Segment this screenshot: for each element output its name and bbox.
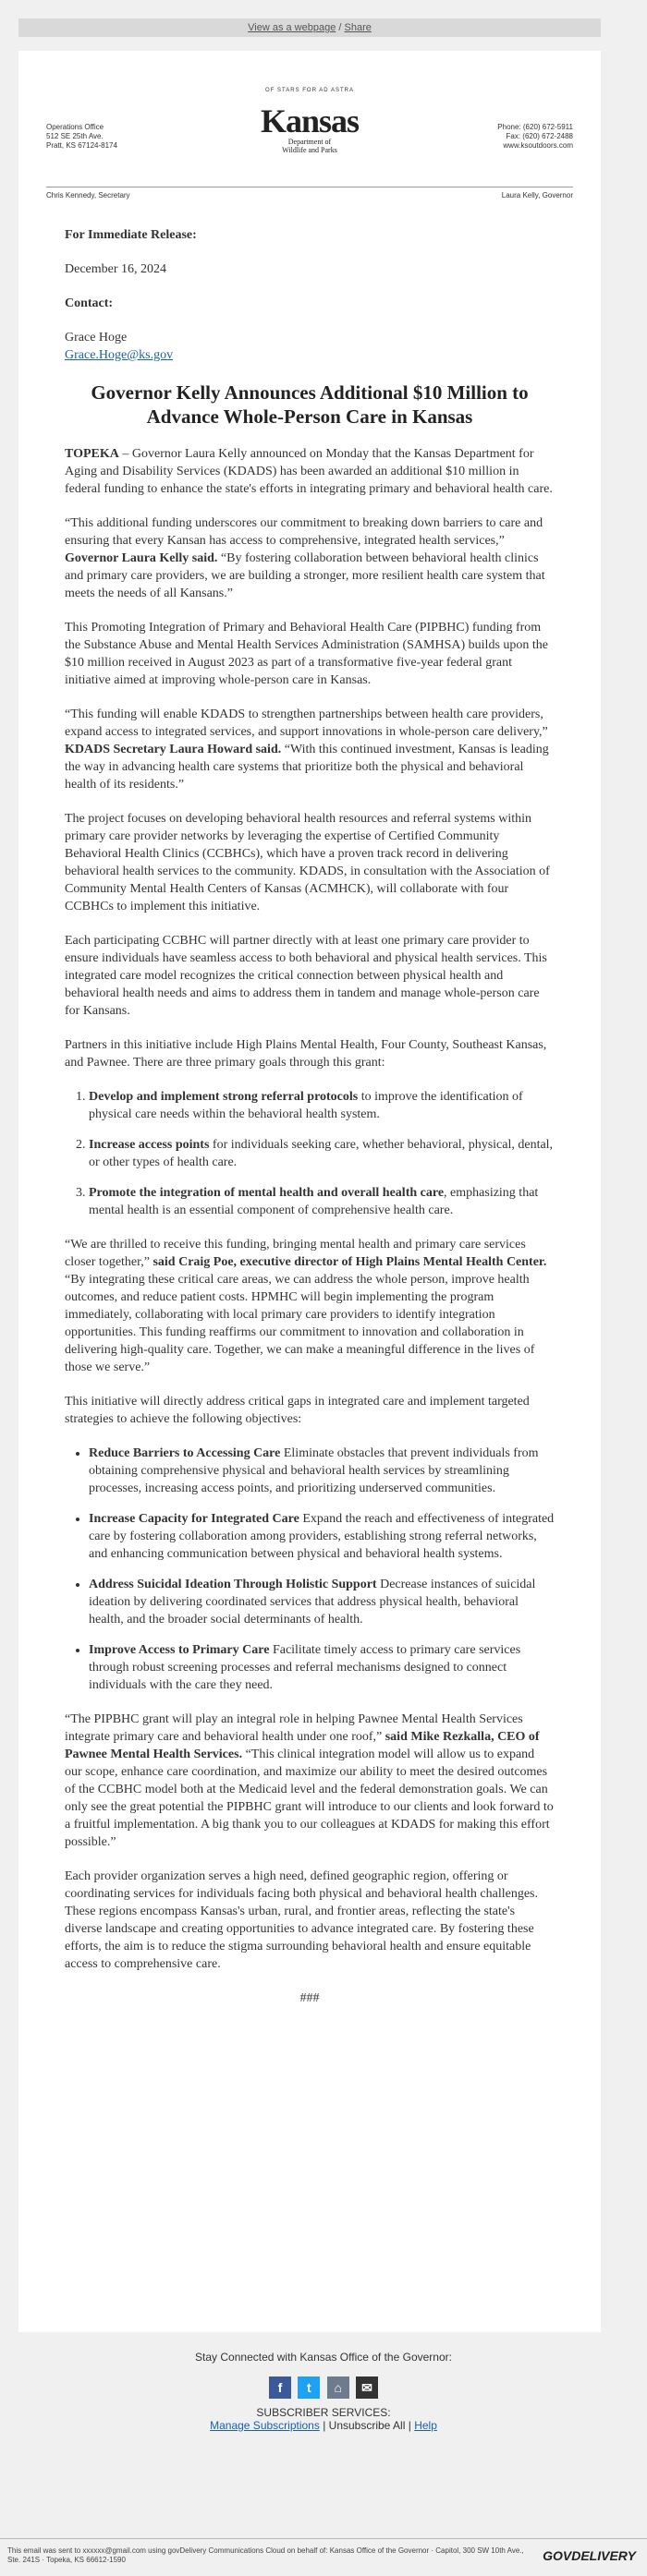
release-date: December 16, 2024 [65,262,167,276]
header-signatories [46,191,573,200]
paragraph: Each participating CCBHC will partner directly with at least one primary care provider to ensure individuals have seamless access to both behavioral and physical health services. This integrated care model recognizes the critical connection between physical health and behavioral health needs and aims to address them in tandem and manage whole-person care for Kansans. [65,934,547,1018]
footer [0,2351,647,2432]
goal-text: for individuals seeking care, whether behavioral, physical, dental, or other types of health care. [89,1138,554,1169]
attribution: said Mike Rezkalla, CEO of Pawnee Mental Health Services. [65,1730,540,1761]
paragraph: The project focuses on developing behavioral health resources and referral systems within primary care provider networks by leveraging the expertise of Certified Community Behavioral Health Clinics (CCBHCs), which have a proven track record in delivering behavioral health services to the community. KDADS, in consultation with the Association of Community Mental Health Centers of Kansas (ACMHCK), will collaborate with four CCBHCs to implement this initiative. [65,812,550,913]
logo-title: Kansas [260,103,360,139]
objective-text: Eliminate obstacles that prevent individuals from obtaining comprehensive physical and behavioral health services by streamlining processes, increasing access points, and prioritizing underserved communities. [89,1446,539,1495]
attribution: KDADS Secretary Laura Howard said. [65,743,282,756]
letterhead [18,88,601,217]
objective-text: Facilitate timely access to primary care services through robust screening processes and referral mechanisms designed to connect individuals with the care they need. [89,1643,521,1692]
legal-text: This email was sent to xxxxxx@gmail.com using govDelivery Communications Cloud on behalf of: Kansas Office of the Governor · Capitol, 300 SW 10th Ave., Ste. 241S · Topeka, KS 66612-1590 [7,2546,524,2564]
quote-text: “The PIPBHC grant will play an integral role in helping Pawnee Mental Health Services integrate primary care and behavioral health under one roof,” [65,1712,523,1744]
facebook-icon[interactable]: f [269,2376,291,2399]
goal-text: , emphasizing that mental health is an essential component of comprehensive health care. [89,1186,539,1217]
list-item [89,1184,555,1219]
social-icons [0,2376,647,2399]
list-item [89,1576,555,1628]
stay-connected-text: Stay Connected with Kansas Office of the Governor: [195,2351,452,2364]
list-item [89,1445,555,1497]
share-link[interactable]: Share [344,22,372,33]
paragraph [65,1236,555,1376]
objective-title: Improve Access to Primary Care [89,1643,270,1657]
contact-label: Contact: [65,296,114,310]
link-separator: | [323,2419,326,2432]
topbar-separator: / [338,22,342,33]
contact-line: Fax: (620) 672-2488 [506,132,573,140]
quote-text: “By integrating these critical care areas, we can address the whole person, improve health outcomes, and reduce patient costs. HPMHC will begin implementing the program immediately, collaborating with local primary care providers to identify integration opportunities. This funding reaffirms our commitment to innovation and collaboration in delivering high-quality care. Together, we can make a meaningful difference in the lives of those we serve.” [65,1273,535,1374]
goal-title: Develop and implement strong referral protocols [89,1090,359,1104]
secretary-name: Chris Kennedy, Secretary [46,191,130,200]
quote-text: “By fostering collaboration between behavioral health clinics and primary care providers, we are building a stronger, more resilient health care system that meets the needs of all Kansans.” [65,551,545,600]
help-link[interactable]: Help [414,2419,437,2432]
logo-ring-text: OF STARS FOR AD ASTRA [265,88,354,93]
paragraph: This Promoting Integration of Primary and Behavioral Health Care (PIPBHC) funding from the Substance Abuse and Mental Health Services Administration (SAMHSA) builds upon the $10 million received in August 2023 as part of a transformative five-year federal grant initiative aimed at improving whole-person care in Kansas. [65,621,548,687]
manage-subscriptions-link[interactable]: Manage Subscriptions [210,2419,320,2432]
subscriber-links [0,2419,647,2432]
paragraph [65,706,555,793]
paragraph: This initiative will directly address critical gaps in integrated care and implement targeted strategies to achieve the following objectives: [65,1395,530,1426]
headline: Governor Kelly Announces Additional $10 Million to Advance Whole-Person Care in Kansas [91,381,529,428]
attribution: said Craig Poe, executive director of High Plains Mental Health Center. [149,1255,547,1269]
list-item [89,1641,555,1694]
link-separator: | [408,2419,411,2432]
legal-footer [0,2538,647,2576]
email-icon[interactable]: ✉ [356,2376,378,2399]
list-item [89,1510,555,1563]
govdelivery-logo: GOVDELIVERY [543,2548,636,2563]
address-line: 512 SE 25th Ave. [46,132,104,140]
quote-text: “This funding will enable KDADS to strengthen partnerships between health care providers, expand access to integrated services, and support innovations in whole-person care delivery,” [65,707,548,739]
logo-subtitle: Wildlife and Parks [282,146,337,154]
press-release-body [65,226,555,2007]
address-line: Pratt, KS 67124-8174 [46,141,117,150]
paragraph: Partners in this initiative include High Plains Mental Health, Four County, Southeast Kansas, and Pawnee. There are three primary goals through this grant: [65,1038,547,1070]
governor-name: Laura Kelly, Governor [501,191,573,200]
unsubscribe-all-link[interactable]: Unsubscribe All [328,2419,406,2432]
address-line: Operations Office [46,123,104,131]
office-address [46,123,117,151]
quote-text: “With this continued investment, Kansas is leading the way in advancing health care systems that prioritize both the physical and behavioral health of its residents.” [65,743,549,792]
logo-subtitle: Department of [287,138,332,146]
goals-list [65,1088,555,1219]
dateline: TOPEKA [65,447,119,461]
release-label: For Immediate Release: [65,228,197,242]
home-icon[interactable]: ⌂ [327,2376,349,2399]
goal-title: Increase access points [89,1138,210,1152]
paragraph [65,445,555,498]
end-mark: ### [299,1991,320,2005]
objective-title: Increase Capacity for Integrated Care [89,1512,299,1526]
goal-title: Promote the integration of mental health and overall health care [89,1186,445,1200]
objectives-list [65,1445,555,1694]
list-item [89,1136,555,1171]
contact-email-link[interactable]: Grace.Hoge@ks.gov [65,348,174,362]
quote-text: “This additional funding underscores our commitment to breaking down barriers to care and ensuring that every Kansan has access to comprehensive, integrated health services,” [65,516,543,548]
attribution: Governor Laura Kelly said. [65,551,218,565]
objective-text: Expand the reach and effectiveness of integrated care by fostering collaboration among providers, establishing strong referral networks, and enhancing communication between physical and behavioral health systems. [89,1512,555,1561]
goal-text: to improve the identification of physical care needs within the behavioral health system. [89,1090,523,1121]
quote-text: “We are thrilled to receive this funding, bringing mental health and primary care services closer together,” [65,1238,526,1269]
objective-title: Address Suicidal Ideation Through Holistic Support [89,1578,377,1591]
contact-line: Phone: (620) 672-5911 [497,123,573,131]
top-bar [18,18,601,37]
paragraph [65,1711,555,1851]
twitter-icon[interactable]: t [298,2376,320,2399]
paragraph [65,514,555,602]
objective-title: Reduce Barriers to Accessing Care [89,1446,281,1460]
paragraph: Each provider organization serves a high need, defined geographic region, offering or coordinating services for individuals facing both physical and behavioral health challenges. These regions encompass Kansas's urban, rural, and frontier areas, reflecting the state's diverse landscape and creating opportunities to advance integrated care. By fostering these efforts, the aim is to reduce the stigma surrounding behavioral health and ensure equitable access to comprehensive care. [65,1869,539,1971]
contact-name: Grace Hoge [65,331,128,345]
subscriber-services-label: SUBSCRIBER SERVICES: [256,2406,391,2419]
paragraph-text: – Governor Laura Kelly announced on Monday that the Kansas Department for Aging and Disability Services (KDADS) has been awarded an additional $10 million in federal funding to enhance the state's efforts in integrating primary and behavioral health care. [65,447,553,496]
view-webpage-link[interactable]: View as a webpage [248,22,336,33]
office-contact [497,123,573,151]
quote-text: “This clinical integration model will allow us to expand our scope, enhance care coordination, and maximize our ability to meet the desired outcomes of the CCBHC model both at the Medicaid level and the federal demonstration goals. We can only see the great potential the PIPBHC grant will introduce to our clients and look forward to a fruitful implementation. A big thank you to our colleagues at KDADS for making this effort possible.” [65,1748,554,1849]
kdwp-logo [236,88,384,154]
contact-line: www.ksoutdoors.com [503,141,573,150]
list-item [89,1088,555,1123]
objective-text: Decrease instances of suicidal ideation by delivering coordinated services that address physical health, behavioral health, and the broader social determinants of health. [89,1578,536,1627]
email-card [18,51,601,2332]
